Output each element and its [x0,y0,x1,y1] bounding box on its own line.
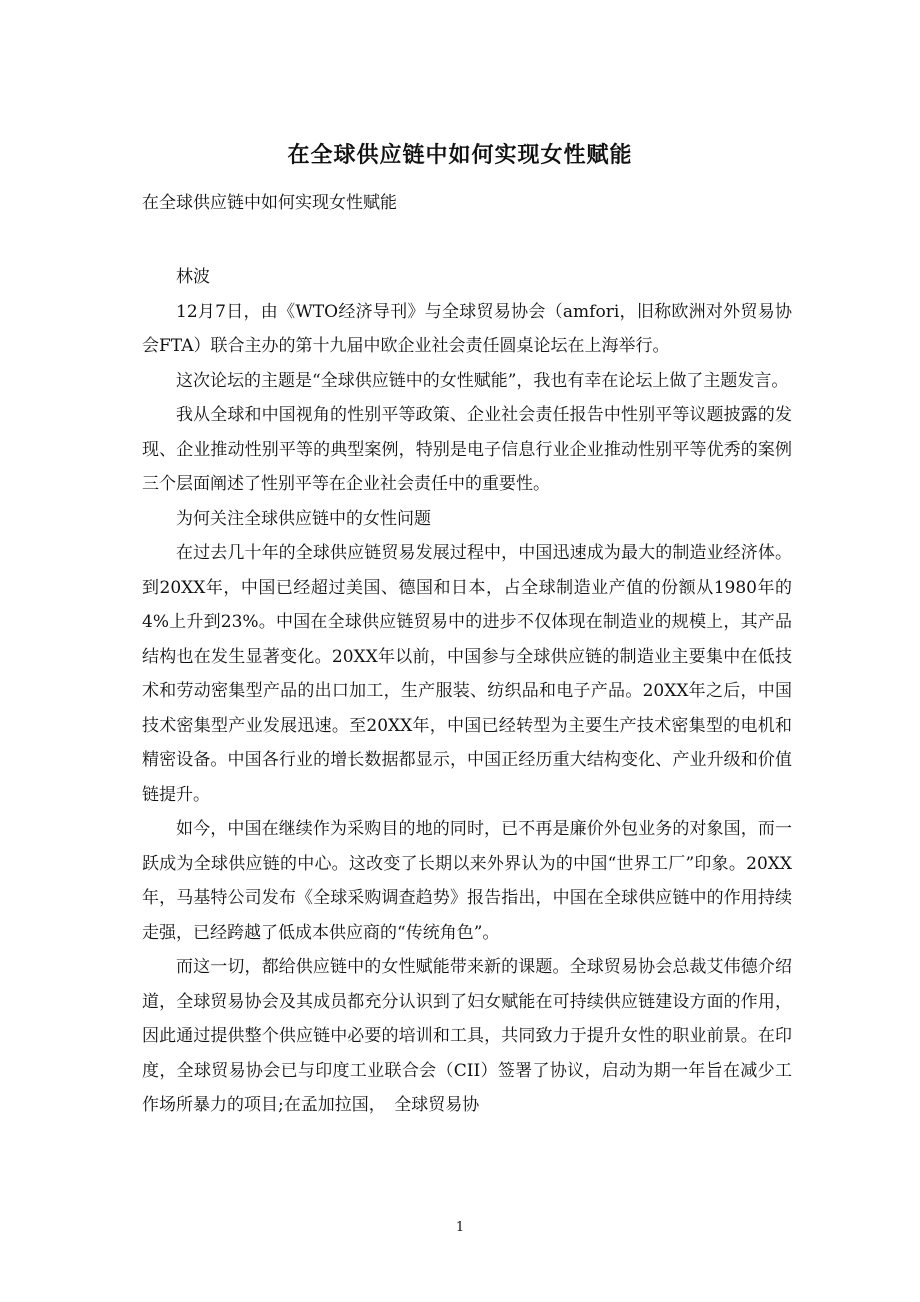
paragraph-forum-intro: 12月7日，由《WTO经济导刊》与全球贸易协会（amfori，旧称欧洲对外贸易协会FTA）联合主办的第十九届中欧企业社会责任圆桌论坛在上海举行。 [142,301,792,356]
author-line: 林波 [176,267,210,287]
document-body [142,260,792,1123]
document-title: 在全球供应链中如何实现女性赋能 [287,142,633,168]
paragraph-forum-theme: 这次论坛的主题是“全球供应链中的女性赋能”，我也有幸在论坛上做了主题发言。 [176,370,789,391]
paragraph-china-supply-chain-center: 如今，中国在继续作为采购目的地的同时，已不再是廉价外包业务的对象国，而一跃成为全球供应链的中心。这改变了长期以来外界认为的中国“世界工厂”印象。20XX年，马基特公司发布《全球采购调查趋势》报告指出，中国在全球供应链中的作用持续走强，已经跨越了低成本供应商的“传统角色”。 [142,819,792,943]
paragraph-women-empowerment: 而这一切，都给供应链中的女性赋能带来新的课题。全球贸易协会总裁艾伟德介绍道，全球贸易协会及其成员都充分认识到了妇女赋能在可持续供应链建设方面的作用，因此通过提供整个供应链中必要的培训和工具，共同致力于提升女性的职业前景。在印度，全球贸易协会已与印度工业联合会（CII）签署了协议，启动为期一年旨在减少工作场所暴力的项目;在孟加拉国， 全球贸易协 [142,957,792,1115]
document-subtitle: 在全球供应链中如何实现女性赋能 [142,193,397,213]
page-number: 1 [455,1220,465,1235]
paragraph-speech-summary: 我从全球和中国视角的性别平等政策、企业社会责任报告中性别平等议题披露的发现、企业推动性别平等的典型案例，特别是电子信息行业企业推动性别平等优秀的案例三个层面阐述了性别平等在企业社会责任中的重要性。 [142,405,792,494]
paragraph-china-manufacturing: 在过去几十年的全球供应链贸易发展过程中，中国迅速成为最大的制造业经济体。到20XX年，中国已经超过美国、德国和日本，占全球制造业产值的份额从1980年的4%上升到23%。中国在全球供应链贸易中的进步不仅体现在制造业的规模上，其产品结构也在发生显著变化。20XX年以前，中国参与全球供应链的制造业主要集中在低技术和劳动密集型产品的出口加工，生产服装、纺织品和电子产品。20XX年之后，中国技术密集型产业发展迅速。至20XX年，中国已经转型为主要生产技术密集型的电机和精密设备。中国各行业的增长数据都显示，中国正经历重大结构变化、产业升级和价值链提升。 [142,543,792,805]
section-heading: 为何关注全球供应链中的女性问题 [176,508,431,529]
